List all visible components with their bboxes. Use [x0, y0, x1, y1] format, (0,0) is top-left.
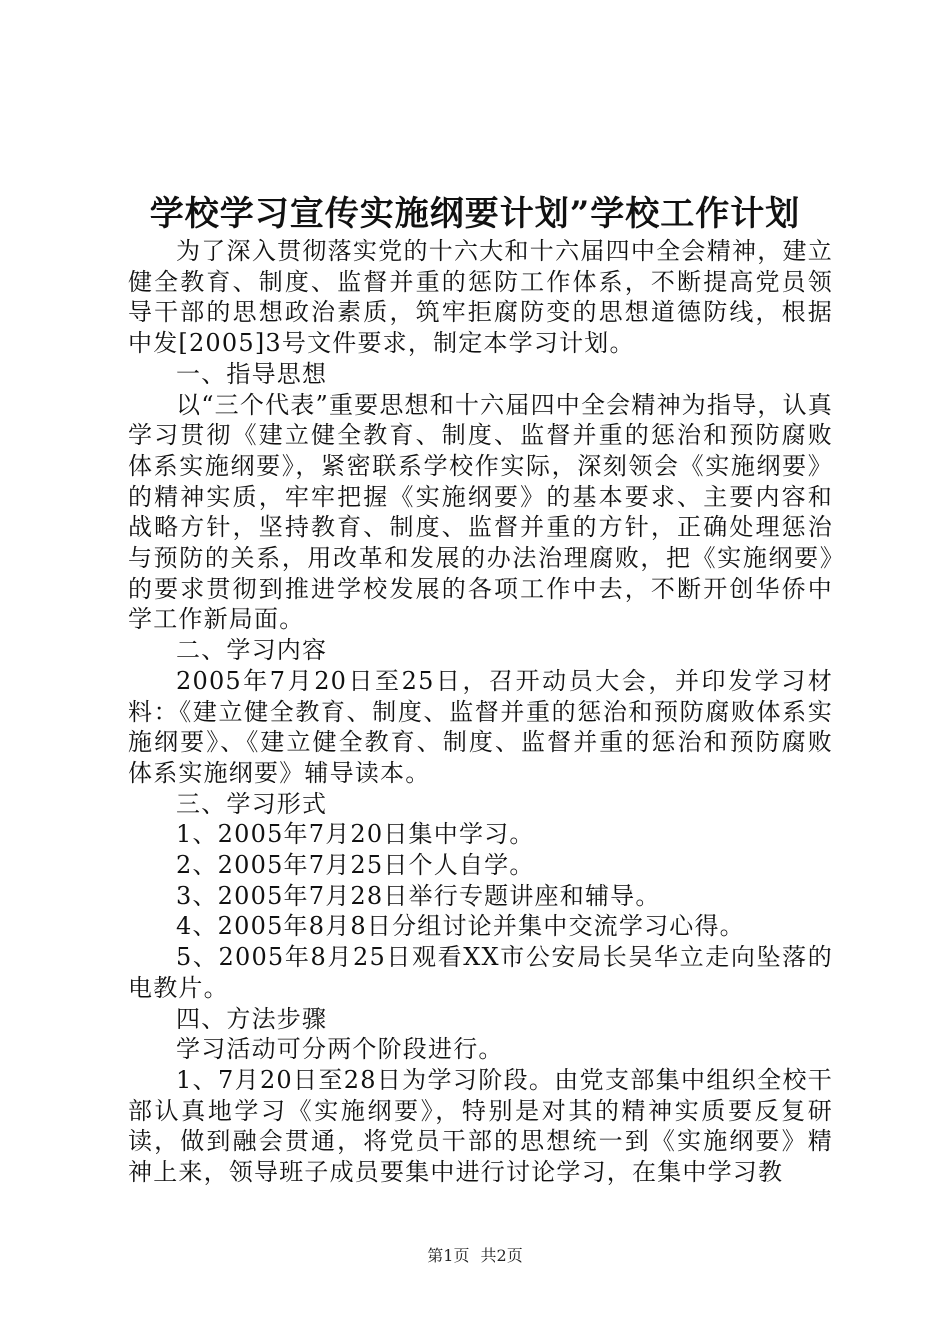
list-item: 3、2005年7月28日举行专题讲座和辅导。: [176, 881, 661, 910]
section-heading: 四、方法步骤: [176, 1004, 328, 1033]
body-paragraph: 2005年7月20日至25日，召开动员大会，并印发学习材料：《建立健全教育、制度、监督并重的惩治和预防腐败体系实施纲要》、《建立健全教育、制度、监督并重的惩治和预防腐败体系实施纲要》辅导读本。: [128, 666, 833, 787]
body-paragraph: 以“三个代表”重要思想和十六届四中全会精神为指导，认真学习贯彻《建立健全教育、制度、监督并重的惩治和预防腐败体系实施纲要》，紧密联系学校作实际，深刻领会《实施纲要》的精神实质，牢牢把握《实施纲要》的基本要求、主要内容和战略方针，坚持教育、制度、监督并重的方针，正确处理惩治与预防的关系，用改革和发展的办法治理腐败，把《实施纲要》的要求贯彻到推进学校发展的各项工作中去，不断开创华侨中学工作新局面。: [128, 390, 833, 634]
list-item: 5、2005年8月25日观看XX市公安局长吴华立走向坠落的电教片。: [128, 943, 833, 1002]
section-heading: 三、学习形式: [176, 789, 328, 818]
list-item: 1、2005年7月20日集中学习。: [176, 820, 535, 849]
page-number: 第1页: [427, 1246, 470, 1265]
page-footer: [0, 1243, 950, 1266]
intro-paragraph: 为了深入贯彻落实党的十六大和十六届四中全会精神，建立健全教育、制度、监督并重的惩防工作体系，不断提高党员领导干部的思想政治素质，筑牢拒腐防变的思想道德防线，根据中发[2005]3号文件要求，制定本学习计划。: [128, 237, 833, 358]
list-item: 4、2005年8月8日分组讨论并集中交流学习心得。: [176, 912, 745, 941]
section-heading: 一、指导思想: [176, 359, 328, 388]
section-heading: 二、学习内容: [176, 636, 328, 665]
document-body: [128, 236, 833, 1188]
body-paragraph: 学习活动可分两个阶段进行。: [176, 1035, 504, 1064]
list-item: 1、7月20日至28日为学习阶段。由党支部集中组织全校干部认真地学习《实施纲要》，特别是对其的精神实质要反复研读，做到融会贯通，将党员干部的思想统一到《实施纲要》精神上来，领导班子成员要集中进行讨论学习，在集中学习教: [128, 1065, 833, 1187]
list-item: 2、2005年7月25日个人自学。: [176, 851, 535, 880]
page-total: 共2页: [480, 1246, 523, 1265]
document-title: 学校学习宣传实施纲要计划”学校工作计划: [149, 194, 801, 234]
